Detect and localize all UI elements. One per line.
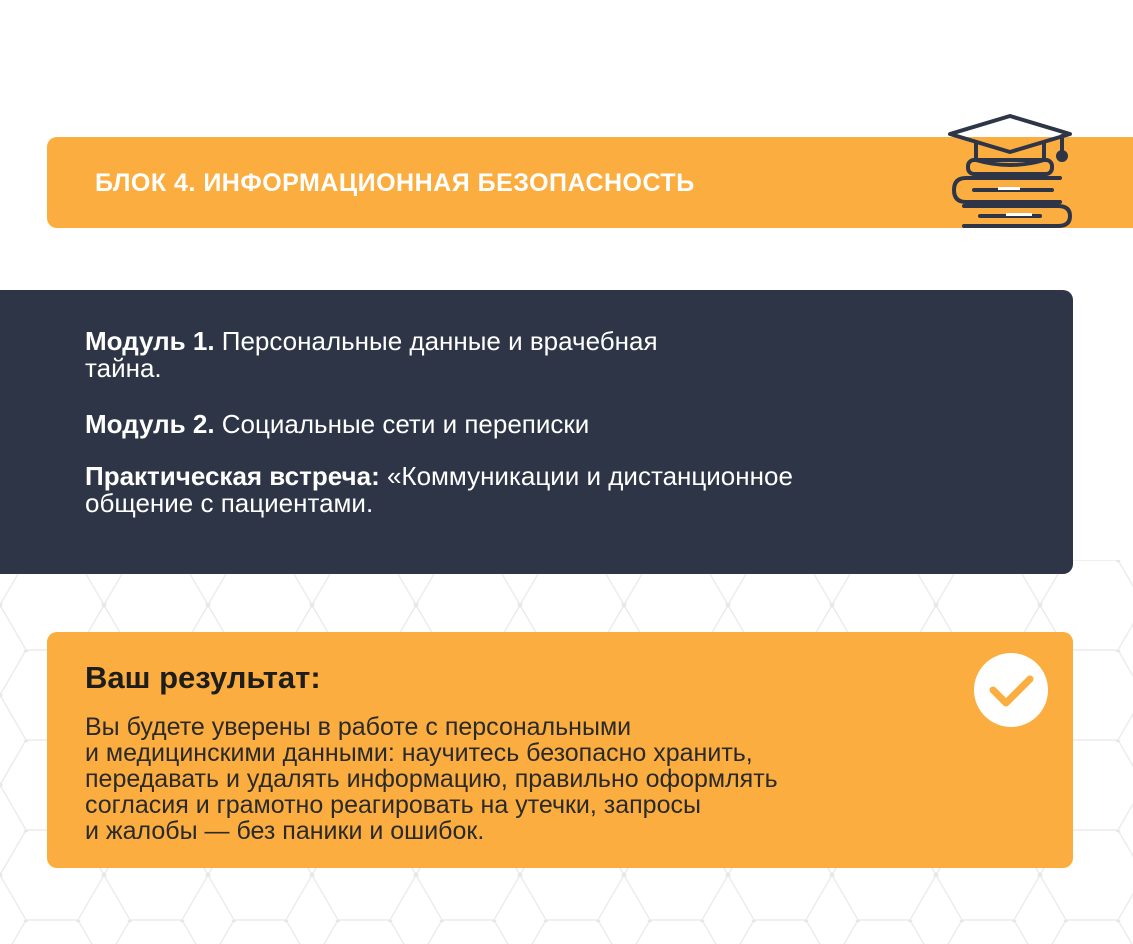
practical-meeting (85, 463, 793, 517)
checkmark-circle-icon (973, 652, 1049, 728)
practical-meeting-text: «Коммуникации и дистанционное общение с пациентами. (85, 461, 793, 518)
block-title: БЛОК 4. ИНФОРМАЦИОННАЯ БЕЗОПАСНОСТЬ (95, 169, 695, 197)
result-text: Вы будете уверены в работе с персональными и медицинскими данными: научитесь безопасно хранить, передавать и удалять информацию, правильно оформлять согласия и грамотно реагировать на утечки, запросы и жалобы — без паники и ошибок. (85, 713, 778, 845)
module-2-text: Социальные сети и переписки (214, 409, 590, 439)
module-1-text: Персональные данные и врачебная тайна. (85, 326, 658, 383)
result-panel (47, 632, 1073, 868)
graduation-cap-books-icon (940, 108, 1080, 232)
module-2 (85, 411, 589, 438)
module-1 (85, 328, 658, 382)
result-title: Ваш результат: (85, 660, 321, 695)
modules-panel (0, 290, 1073, 574)
module-2-label: Модуль 2. (85, 409, 215, 439)
practical-meeting-label: Практическая встреча: (85, 461, 380, 491)
module-1-label: Модуль 1. (85, 326, 215, 356)
